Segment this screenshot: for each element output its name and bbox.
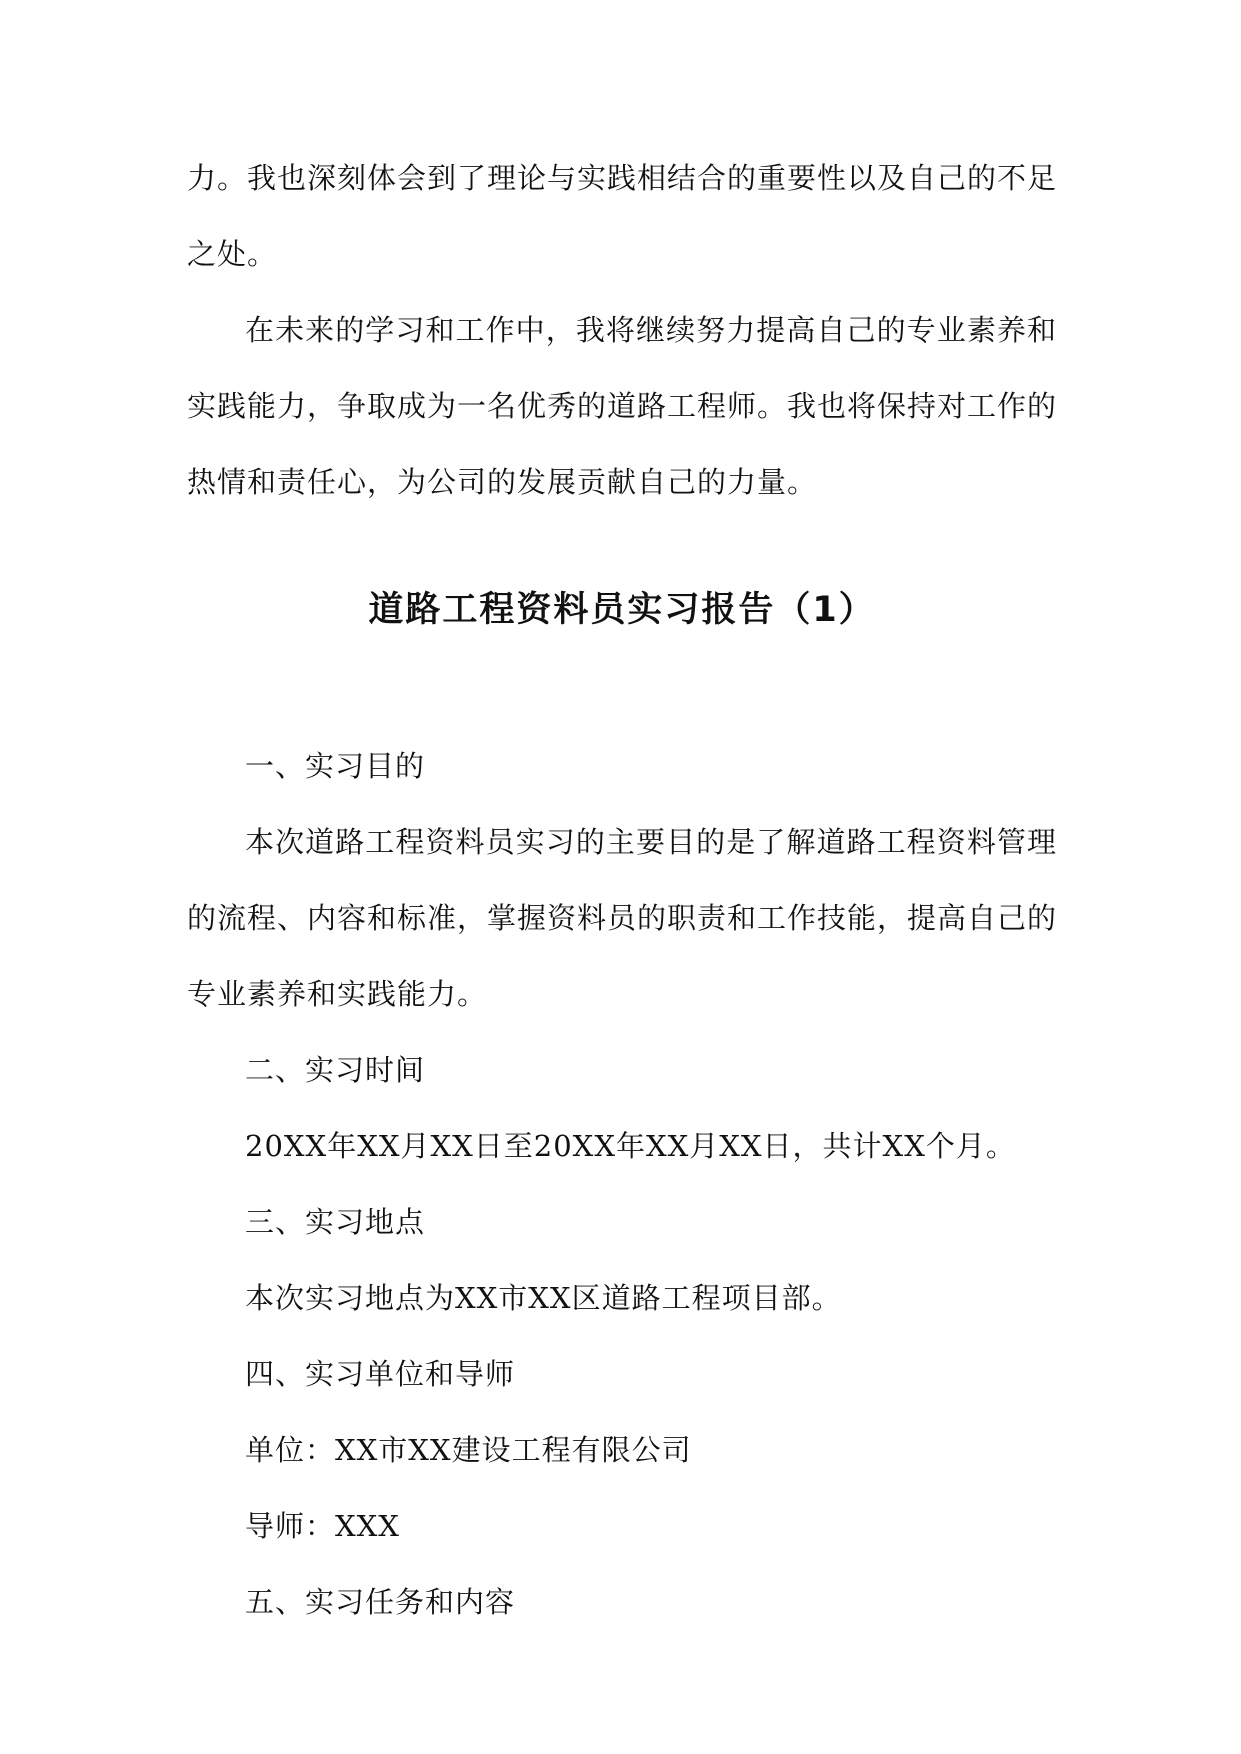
unit-line: 单位：XX市XX建设工程有限公司	[245, 1433, 692, 1467]
document-body	[187, 140, 1057, 1640]
section-body-purpose: 本次道路工程资料员实习的主要目的是了解道路工程资料管理的流程、内容和标准，掌握资料员的职责和工作技能，提高自己的专业素养和实践能力。	[187, 825, 1058, 1011]
section-heading-purpose: 一、实习目的	[245, 749, 426, 783]
spacer	[187, 648, 1057, 728]
spacer	[187, 520, 1057, 572]
closing-paragraph: 在未来的学习和工作中，我将继续努力提高自己的专业素养和实践能力，争取成为一名优秀的道路工程师。我也将保持对工作的热情和责任心，为公司的发展贡献自己的力量。	[187, 313, 1058, 499]
section-body-time: 20XX年XX月XX日至20XX年XX月XX日，共计XX个月。	[245, 1129, 1016, 1163]
mentor-line: 导师：XXX	[245, 1509, 400, 1543]
continued-paragraph: 力。我也深刻体会到了理论与实践相结合的重要性以及自己的不足之处。	[187, 161, 1058, 271]
section-heading-unit-mentor: 四、实习单位和导师	[245, 1357, 516, 1391]
section-heading-tasks: 五、实习任务和内容	[245, 1585, 516, 1619]
report-title: 道路工程资料员实习报告（1）	[368, 590, 876, 630]
section-body-location: 本次实习地点为XX市XX区道路工程项目部。	[245, 1281, 842, 1315]
section-heading-location: 三、实习地点	[245, 1205, 426, 1239]
section-heading-time: 二、实习时间	[245, 1053, 426, 1087]
